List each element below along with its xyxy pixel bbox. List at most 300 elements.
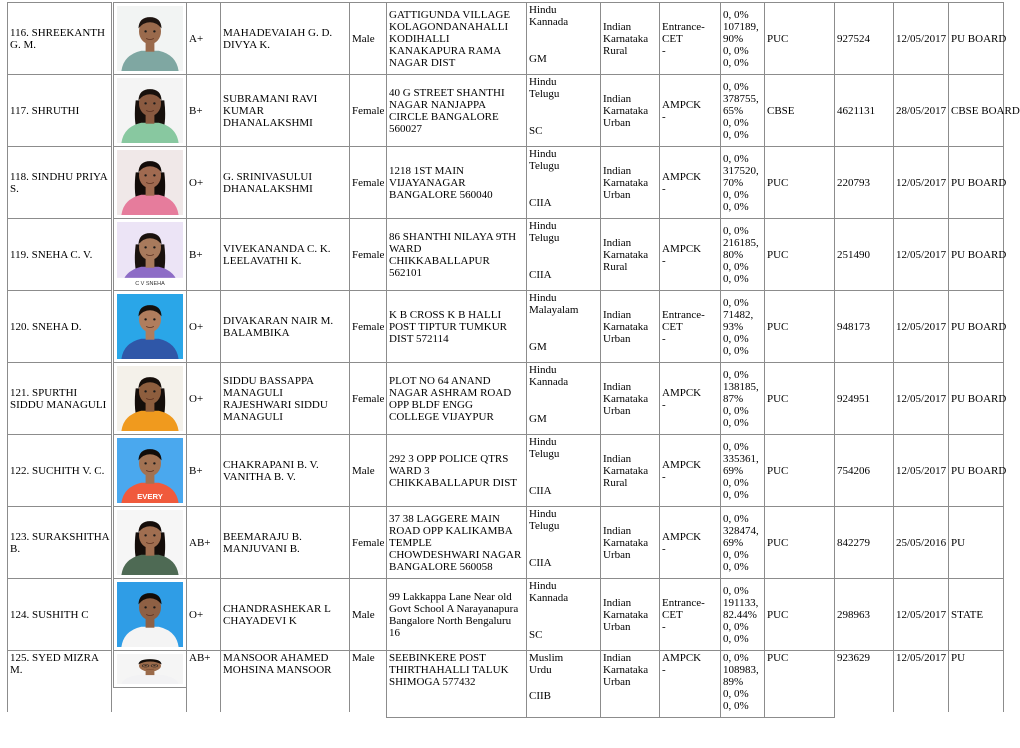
qualifying-exam-cell-text: PUC (767, 392, 789, 405)
mother-tongue: Kannada (529, 16, 569, 28)
board-name-cell-text: PU BOARD (951, 32, 1007, 45)
admission-type: Entrance-CET (662, 308, 705, 333)
rank-line: 70% (723, 176, 744, 189)
address-cell (386, 362, 527, 435)
student-name-cell (7, 650, 112, 712)
student-name: 119. SNEHA C. V. (10, 248, 93, 261)
pass-date-cell (893, 362, 949, 435)
rank-line: 0, 0% (723, 560, 749, 573)
admission-type: AMPCK (662, 530, 702, 543)
student-name-cell (7, 74, 112, 147)
rank-line: 0, 0% (723, 512, 749, 525)
photo-eye (153, 534, 155, 536)
area-type: Urban (603, 620, 631, 633)
blood-group-cell (186, 650, 221, 712)
mother-tongue: Telugu (529, 160, 560, 172)
rank-line: 191133, (723, 596, 759, 609)
rank-line: 89% (723, 676, 744, 688)
photo-eye (144, 534, 146, 536)
parents-cell-text: CHAKRAPANI B. V. VANITHA B. V. (223, 458, 319, 483)
blood-group-cell (186, 218, 221, 291)
rank-line: 0, 0% (723, 584, 749, 597)
rank-line: 0, 0% (723, 548, 749, 561)
board-name-cell-text: CBSE BOARD (951, 104, 1020, 117)
qualifying-exam-cell (764, 650, 835, 718)
rank-line: 82.44% (723, 608, 757, 621)
address-cell-text: SEEBINKERE POST THIRTHAHALLI TALUK SHIMOGA 577432 (389, 652, 509, 688)
board-name-cell (948, 434, 1007, 507)
religion: Hindu (529, 4, 557, 16)
nationality: Indian (603, 380, 632, 393)
blood-group-cell-text: B+ (189, 248, 203, 261)
address-cell (386, 2, 527, 75)
state: Karnataka (603, 176, 649, 189)
rank-cell (720, 290, 765, 363)
blood-group-cell-text: B+ (189, 104, 203, 117)
qualifying-exam-cell (764, 434, 835, 507)
register-number-cell-text: 298963 (837, 608, 870, 621)
admission-suffix: - (662, 332, 666, 345)
admission-cell (659, 434, 721, 507)
rank-line: 0, 0% (723, 700, 749, 712)
register-number-cell (834, 578, 894, 651)
address-cell-text: 99 Lakkappa Lane Near old Govt School A Narayanapura Bangalore North Bengaluru 16 (389, 590, 519, 639)
pass-date-cell (893, 290, 949, 363)
register-number-cell (834, 506, 894, 579)
religion-cell (526, 578, 601, 651)
religion-cell (526, 74, 601, 147)
parents-cell-text: MAHADEVAIAH G. D. DIVYA K. (223, 26, 333, 51)
board-name-cell (948, 218, 1007, 291)
gender-cell-text: Female (352, 536, 385, 549)
gender-cell (349, 146, 387, 219)
rank-cell (720, 146, 765, 219)
admission-cell (659, 506, 721, 579)
area-type: Urban (603, 404, 631, 417)
religion: Hindu (529, 580, 557, 592)
rank-line: 317520, (723, 164, 759, 177)
parents-cell (220, 290, 350, 363)
blood-group-cell-text: A+ (189, 32, 204, 45)
rank-line: 0, 0% (723, 44, 749, 57)
rank-line: 0, 0% (723, 416, 749, 429)
pass-date-cell-text: 12/05/2017 (896, 464, 947, 477)
caste-category: CIIA (529, 197, 552, 209)
address-cell (386, 650, 527, 718)
parents-cell-text: SIDDU BASSAPPA MANAGULI RAJESHWARI SIDDU MANAGULI (223, 374, 328, 423)
board-name-cell-text: PU BOARD (951, 176, 1007, 189)
area-type: Urban (603, 676, 631, 688)
rank-line: 108983, (723, 664, 759, 676)
rank-line: 0, 0% (723, 632, 749, 645)
board-name-cell-text: STATE (951, 608, 984, 621)
address-cell-text: PLOT NO 64 ANAND NAGAR ASHRAM ROAD OPP BLDF ENGG COLLEGE VIJAYPUR (389, 374, 512, 423)
parents-cell (220, 146, 350, 219)
pass-date-cell (893, 146, 949, 219)
student-photo (113, 290, 187, 363)
rank-line: 328474, (723, 524, 759, 537)
student-photo (113, 434, 187, 507)
parents-cell (220, 74, 350, 147)
rank-line: 0, 0% (723, 620, 749, 633)
photo-eye (153, 30, 155, 32)
address-cell-text: GATTIGUNDA VILLAGE KOLAGONDANAHALLI KODIHALLI KANAKAPURA RAMA NAGAR DIST (389, 8, 511, 69)
rank-line: 0, 0% (723, 152, 749, 165)
pass-date-cell-text: 12/05/2017 (896, 392, 947, 405)
domicile-cell (600, 578, 660, 651)
religion: Hindu (529, 508, 557, 520)
religion: Hindu (529, 292, 557, 304)
address-cell-text: 86 SHANTHI NILAYA 9TH WARD CHIKKABALLAPUR 562101 (389, 230, 517, 279)
rank-line: 0, 0% (723, 652, 749, 664)
admission-type: Entrance-CET (662, 20, 705, 45)
register-number-cell-text: 923629 (837, 652, 870, 664)
area-type: Rural (603, 44, 628, 57)
register-number-cell (834, 74, 894, 147)
photo-eye (144, 30, 146, 32)
register-number-cell (834, 2, 894, 75)
admission-cell (659, 362, 721, 435)
pass-date-cell (893, 2, 949, 75)
address-cell-text: 1218 1ST MAIN VIJAYANAGAR BANGALORE 560040 (389, 164, 493, 201)
blood-group-cell (186, 146, 221, 219)
area-type: Rural (603, 260, 628, 273)
student-photo (113, 578, 187, 651)
student-photo-image (117, 150, 183, 215)
admission-suffix: - (662, 398, 666, 411)
admission-suffix: - (662, 254, 666, 267)
admission-cell (659, 218, 721, 291)
mother-tongue: Telugu (529, 232, 560, 244)
photo-eye (153, 390, 155, 392)
rank-cell (720, 2, 765, 75)
rank-line: 0, 0% (723, 224, 749, 237)
admission-cell (659, 74, 721, 147)
nationality: Indian (603, 452, 632, 465)
rank-line: 138185, (723, 380, 759, 393)
blood-group-cell (186, 506, 221, 579)
rank-line: 0, 0% (723, 344, 749, 357)
pass-date-cell-text: 12/05/2017 (896, 608, 947, 621)
gender-cell (349, 218, 387, 291)
parents-cell (220, 578, 350, 651)
rank-line: 0, 0% (723, 440, 749, 453)
gender-cell-text: Female (352, 248, 385, 261)
parents-cell-text: G. SRINIVASULUI DHANALAKSHMI (223, 170, 313, 195)
caste-category: GM (529, 341, 547, 353)
caste-category: SC (529, 629, 543, 641)
register-number-cell-text: 842279 (837, 536, 870, 549)
register-number-cell-text: 251490 (837, 248, 870, 261)
domicile-cell (600, 146, 660, 219)
state: Karnataka (603, 392, 649, 405)
gender-cell-text: Male (352, 608, 375, 621)
parents-cell (220, 218, 350, 291)
student-name-cell (7, 434, 112, 507)
blood-group-cell (186, 434, 221, 507)
student-name: 125. SYED MIZRA M. (10, 652, 99, 676)
caste-category: GM (529, 53, 547, 65)
religion-cell (526, 434, 601, 507)
gender-cell (349, 290, 387, 363)
area-type: Urban (603, 332, 631, 345)
student-photo (113, 146, 187, 219)
student-name: 118. SINDHU PRIYA S. (10, 170, 108, 195)
state: Karnataka (603, 248, 649, 261)
domicile-cell (600, 74, 660, 147)
gender-cell (349, 578, 387, 651)
student-name: 117. SHRUTHI (10, 104, 80, 117)
qualifying-exam-cell-text: PUC (767, 320, 789, 333)
admission-cell (659, 578, 721, 651)
student-name: 121. SPURTHI SIDDU MANAGULI (10, 386, 107, 411)
qualifying-exam-cell-text: PUC (767, 608, 789, 621)
rank-line: 0, 0% (723, 260, 749, 273)
admission-cell (659, 290, 721, 363)
parents-cell (220, 434, 350, 507)
student-name: 122. SUCHITH V. C. (10, 464, 105, 477)
rank-line: 0, 0% (723, 368, 749, 381)
photo-eye (153, 174, 155, 176)
parents-cell-text: DIVAKARAN NAIR M. BALAMBIKA (223, 314, 334, 339)
student-photo-image (117, 654, 183, 684)
blood-group-cell (186, 74, 221, 147)
qualifying-exam-cell (764, 506, 835, 579)
pass-date-cell-text: 25/05/2016 (896, 536, 947, 549)
caste-category: GM (529, 413, 547, 425)
pass-date-cell-text: 12/05/2017 (896, 176, 947, 189)
register-number-cell-text: 924951 (837, 392, 870, 405)
rank-cell (720, 218, 765, 291)
student-photo (113, 2, 187, 75)
address-cell-text: 292 3 OPP POLICE QTRS WARD 3 CHIKKABALLAPUR DIST (389, 452, 518, 489)
state: Karnataka (603, 320, 649, 333)
board-name-cell-text: PU BOARD (951, 248, 1007, 261)
rank-line: 71482, (723, 308, 754, 321)
gender-cell (349, 362, 387, 435)
photo-eye (144, 246, 146, 248)
student-photo-image (117, 366, 183, 431)
student-photo (113, 74, 187, 147)
photo-eye (153, 318, 155, 320)
student-photo-image (117, 510, 183, 575)
rank-line: 107189, (723, 20, 759, 33)
qualifying-exam-cell (764, 74, 835, 147)
rank-line: 69% (723, 464, 744, 477)
admission-suffix: - (662, 44, 666, 57)
register-number-cell (834, 362, 894, 435)
pass-date-cell (893, 506, 949, 579)
gender-cell-text: Female (352, 392, 385, 405)
address-cell (386, 146, 527, 219)
qualifying-exam-cell (764, 362, 835, 435)
student-photo (113, 650, 187, 688)
rank-line: 0, 0% (723, 476, 749, 489)
nationality: Indian (603, 164, 632, 177)
state: Karnataka (603, 664, 649, 676)
state: Karnataka (603, 104, 649, 117)
register-number-cell (834, 146, 894, 219)
rank-line: 0, 0% (723, 8, 749, 21)
rank-cell (720, 74, 765, 147)
state: Karnataka (603, 464, 649, 477)
rank-line: 0, 0% (723, 404, 749, 417)
photo-eye (144, 390, 146, 392)
pass-date-cell (893, 434, 949, 507)
parents-cell-text: SUBRAMANI RAVI KUMAR DHANALAKSHMI (223, 92, 318, 129)
religion-cell (526, 2, 601, 75)
rank-line: 0, 0% (723, 296, 749, 309)
rank-line: 87% (723, 392, 744, 405)
religion: Hindu (529, 364, 557, 376)
register-number-cell (834, 290, 894, 363)
photo-eye (153, 665, 155, 666)
admission-type: AMPCK (662, 458, 702, 471)
pass-date-cell (893, 74, 949, 147)
blood-group-cell (186, 290, 221, 363)
admission-suffix: - (662, 470, 666, 483)
student-photo (113, 218, 187, 291)
gender-cell-text: Male (352, 652, 375, 664)
mother-tongue: Urdu (529, 664, 552, 676)
rank-line: 0, 0% (723, 80, 749, 93)
pass-date-cell (893, 578, 949, 651)
photo-eye (153, 606, 155, 608)
rank-line: 0, 0% (723, 56, 749, 69)
religion-cell (526, 362, 601, 435)
admission-type: AMPCK (662, 386, 702, 399)
area-type: Urban (603, 116, 631, 129)
blood-group-cell-text: O+ (189, 320, 204, 333)
board-name-cell (948, 506, 1004, 579)
blood-group-cell-text: B+ (189, 464, 203, 477)
pass-date-cell-text: 12/05/2017 (896, 652, 947, 664)
blood-group-cell-text: AB+ (189, 652, 211, 664)
rank-cell (720, 362, 765, 435)
parents-cell (220, 2, 350, 75)
admission-cell (659, 146, 721, 219)
rank-cell (720, 434, 765, 507)
qualifying-exam-cell-text: PUC (767, 176, 789, 189)
rank-cell (720, 578, 765, 651)
rank-line: 93% (723, 320, 744, 333)
parents-cell (220, 362, 350, 435)
student-photo-image (117, 6, 183, 71)
nationality: Indian (603, 308, 632, 321)
domicile-cell (600, 434, 660, 507)
board-name-cell-text: PU BOARD (951, 392, 1007, 405)
blood-group-cell (186, 362, 221, 435)
gender-cell (349, 2, 387, 75)
parents-cell (220, 506, 350, 579)
admission-type: Entrance-CET (662, 596, 705, 621)
board-name-cell (948, 2, 1007, 75)
board-name-cell (948, 650, 1004, 712)
pass-date-cell-text: 12/05/2017 (896, 32, 947, 45)
gender-cell (349, 434, 387, 507)
student-name: 124. SUSHITH C (10, 608, 89, 621)
register-number-cell-text: 220793 (837, 176, 870, 189)
address-cell-text: 37 38 LAGGERE MAIN ROAD OPP KALIKAMBA TEMPLE CHOWDESHWARI NAGAR BANGALORE 560058 (389, 512, 522, 573)
address-cell-text: K B CROSS K B HALLI POST TIPTUR TUMKUR DIST 572114 (389, 308, 507, 345)
student-photo-image (117, 222, 183, 287)
address-cell (386, 74, 527, 147)
gender-cell (349, 506, 387, 579)
domicile-cell (600, 362, 660, 435)
rank-line: 0, 0% (723, 200, 749, 213)
rank-line: 0, 0% (723, 332, 749, 345)
domicile-cell (600, 506, 660, 579)
register-number-cell-text: 948173 (837, 320, 870, 333)
religion-cell (526, 290, 601, 363)
rank-cell (720, 506, 765, 579)
admission-cell (659, 650, 721, 718)
rank-line: 378755, (723, 92, 759, 105)
admission-type: AMPCK (662, 242, 702, 255)
blood-group-cell-text: O+ (189, 392, 204, 405)
rank-line: 0, 0% (723, 488, 749, 501)
gender-cell (349, 74, 387, 147)
qualifying-exam-cell (764, 290, 835, 363)
admission-type: AMPCK (662, 98, 702, 111)
register-number-cell-text: 754206 (837, 464, 870, 477)
student-name-cell (7, 146, 112, 219)
qualifying-exam-cell-text: PUC (767, 32, 789, 45)
student-name-cell (7, 362, 112, 435)
qualifying-exam-cell (764, 578, 835, 651)
gender-cell-text: Female (352, 104, 385, 117)
register-number-cell-text: 4621131 (837, 104, 876, 117)
caste-category: SC (529, 125, 543, 137)
photo-eye (144, 102, 146, 104)
domicile-cell (600, 2, 660, 75)
area-type: Urban (603, 188, 631, 201)
student-photo-image (117, 294, 183, 359)
qualifying-exam-cell-text: PUC (767, 536, 789, 549)
student-name-cell (7, 578, 112, 651)
state: Karnataka (603, 32, 649, 45)
admission-suffix: - (662, 664, 666, 676)
state: Karnataka (603, 608, 649, 621)
photo-eye (144, 318, 146, 320)
pass-date-cell-text: 12/05/2017 (896, 248, 947, 261)
student-name-cell (7, 506, 112, 579)
board-name-cell-text: PU (951, 652, 966, 664)
gender-cell-text: Male (352, 464, 375, 477)
admission-suffix: - (662, 182, 666, 195)
rank-line: 335361, (723, 452, 759, 465)
register-number-cell (834, 434, 894, 507)
photo-eye (144, 665, 146, 666)
admission-suffix: - (662, 542, 666, 555)
student-photo (113, 362, 187, 435)
religion: Hindu (529, 148, 557, 160)
photo-eye (144, 174, 146, 176)
religion: Muslim (529, 652, 564, 664)
photo-eye (153, 102, 155, 104)
rank-line: 69% (723, 536, 744, 549)
parents-cell-text: BEEMARAJU B. MANJUVANI B. (223, 530, 302, 555)
rank-line: 0, 0% (723, 188, 749, 201)
religion-cell (526, 146, 601, 219)
register-number-cell (834, 218, 894, 291)
gender-cell-text: Female (352, 320, 385, 333)
mother-tongue: Telugu (529, 520, 560, 532)
photo-shirt-text: EVERY (137, 492, 163, 501)
admission-type: AMPCK (662, 170, 702, 183)
domicile-cell (600, 290, 660, 363)
admission-suffix: - (662, 620, 666, 633)
